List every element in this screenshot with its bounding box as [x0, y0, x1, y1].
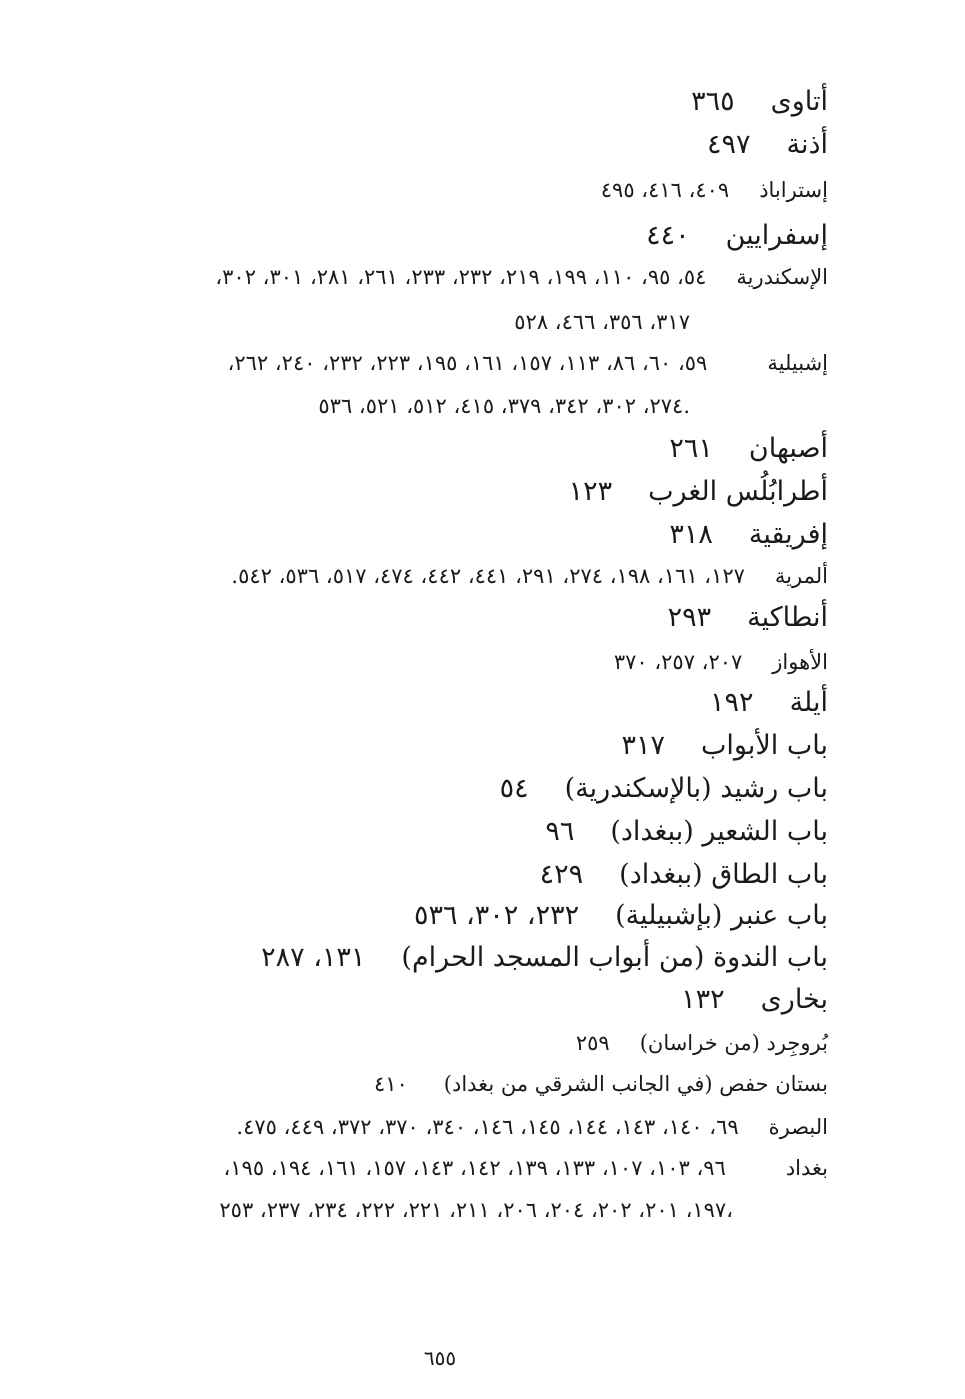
index-entry	[215, 267, 828, 288]
entry-page-refs: ١٢٣	[568, 476, 613, 507]
entry-page-refs: ٤٩٧	[706, 129, 751, 160]
index-entry	[374, 1074, 828, 1095]
index-entry	[224, 1158, 829, 1179]
entry-name: إفريقية	[748, 519, 828, 550]
entry-name: باب رشيد (بالإسكندرية)	[564, 773, 828, 804]
entry-page-refs: ٢٠٧، ٢٥٧، ٣٧٠	[613, 650, 743, 674]
index-entry	[228, 353, 828, 374]
entry-page-refs: ٣١٧، ٣٥٦، ٤٦٦، ٥٢٨	[514, 310, 690, 334]
entry-name: الأهواز	[772, 650, 828, 674]
index-entry	[414, 902, 828, 929]
entry-name: البصرة	[768, 1115, 828, 1139]
entry-name: أصبهان	[748, 433, 828, 464]
index-entry-continuation	[219, 1200, 733, 1221]
index-entry	[569, 478, 828, 505]
entry-page-refs: ٤٢٩	[539, 859, 584, 890]
index-entry	[681, 986, 828, 1013]
index-entry	[710, 689, 828, 716]
index-entry	[540, 861, 828, 888]
index-entry	[236, 1117, 828, 1138]
entry-name: إستراباذ	[759, 178, 828, 202]
entry-name: بستان حفص (في الجانب الشرقي من بغداد)	[443, 1072, 828, 1096]
index-entry	[601, 180, 828, 201]
entry-page-refs: ١٣٢	[681, 984, 725, 1015]
entry-name: باب الطاق (ببغداد)	[619, 859, 828, 890]
entry-page-refs: ٦٩، ١٤٠، ١٤٣، ١٤٤، ١٤٥، ١٤٦، ٣٤٠، ٣٧٠، ٣٧٢، ٤٤٩، ٤٧٥.	[236, 1115, 739, 1139]
index-entry	[669, 435, 828, 462]
entry-page-refs: ٤٤٠	[646, 220, 690, 251]
index-entry	[545, 818, 828, 845]
index-entry	[621, 732, 828, 759]
entry-name: أطرابُلُس الغرب	[648, 476, 828, 507]
entry-page-refs: ٢٦١	[669, 433, 713, 464]
index-entry	[707, 131, 828, 158]
entry-name: باب الأبواب	[700, 730, 828, 761]
entry-page-refs: ٢٣٢، ٣٠٢، ٥٣٦	[413, 900, 580, 931]
entry-page-refs: ٢٩٣	[667, 602, 712, 633]
entry-name: الإسكندرية	[736, 265, 828, 289]
entry-page-refs: ٢٥٩	[575, 1031, 610, 1055]
entry-page-refs: ١٢٧، ١٦١، ١٩٨، ٢٧٤، ٢٩١، ٤٤١، ٤٤٢، ٤٧٤، ٥١٧، ٥٣٦، ٥٤٢.	[231, 564, 745, 588]
entry-page-refs: ٤١٠	[373, 1072, 408, 1096]
entry-name: أنطاكية	[747, 602, 828, 633]
entry-name: ألمرية	[774, 564, 828, 588]
entry-name: أذنة	[786, 129, 828, 160]
entry-name: إسفرايين	[725, 220, 828, 251]
index-entry	[576, 1033, 828, 1054]
entry-page-refs: ٥٩، ٦٠، ٨٦، ١١٣، ١٥٧، ١٦١، ١٩٥، ٢٢٣، ٢٣٢، ٢٤٠، ٢٦٢،	[227, 351, 708, 375]
entry-page-refs: ١٩٢	[710, 687, 754, 718]
entry-page-refs: ٤٠٩، ٤١٦، ٤٩٥	[600, 178, 730, 202]
entry-name: أتاوى	[770, 86, 828, 117]
index-entry	[614, 652, 828, 673]
entry-page-refs: ٣٦٥	[691, 86, 735, 117]
entry-page-refs: ٥٤، ٩٥، ١١٠، ١٩٩، ٢١٩، ٢٣٢، ٢٣٣، ٢٦١، ٢٨١، ٣٠١، ٣٠٢،	[215, 265, 707, 289]
entry-name: إشبيلية	[767, 351, 828, 375]
index-entry	[261, 944, 828, 971]
index-entry	[668, 604, 828, 631]
index-entry	[646, 222, 828, 249]
entry-page-refs: ١٣١، ٢٨٧	[261, 942, 366, 973]
entry-name: باب عنبر (بإشبيلية)	[615, 900, 828, 931]
entry-name: بغداد	[785, 1156, 828, 1180]
index-entry	[231, 566, 828, 587]
index-entry	[669, 521, 828, 548]
entry-name: بُروجِرد (من خراسان)	[639, 1031, 828, 1055]
page-number: ٦٥٥	[423, 1346, 457, 1370]
entry-name: باب الندوة (من أبواب المسجد الحرام)	[401, 942, 828, 973]
index-entry	[691, 88, 828, 115]
entry-page-refs: ٩٦	[545, 816, 575, 847]
entry-name: أيلة	[789, 687, 828, 718]
entry-page-refs: ١٩٧، ٢٠١، ٢٠٢، ٢٠٤، ٢٠٦، ٢١١، ٢٢١، ٢٢٢، ٢٣٤، ٢٣٧، ٢٥٣،	[219, 1198, 733, 1222]
entry-name: بخارى	[760, 984, 828, 1015]
entry-page-refs: ٣١٧	[621, 730, 665, 761]
entry-page-refs: ٥٤	[499, 773, 529, 804]
entry-page-refs: ٢٧٤، ٣٠٢، ٣٤٢، ٣٧٩، ٤١٥، ٥١٢، ٥٢١، ٥٣٦.	[318, 394, 690, 418]
entry-page-refs: ٩٦، ١٠٣، ١٠٧، ١٣٣، ١٣٩، ١٤٢، ١٤٣، ١٥٧، ١٦١، ١٩٤، ١٩٥،	[223, 1156, 726, 1180]
index-entry-continuation	[514, 312, 690, 333]
index-entry-continuation	[318, 396, 690, 417]
index-entry	[500, 775, 828, 802]
entry-page-refs: ٣١٨	[669, 519, 713, 550]
entry-name: باب الشعير (ببغداد)	[610, 816, 828, 847]
